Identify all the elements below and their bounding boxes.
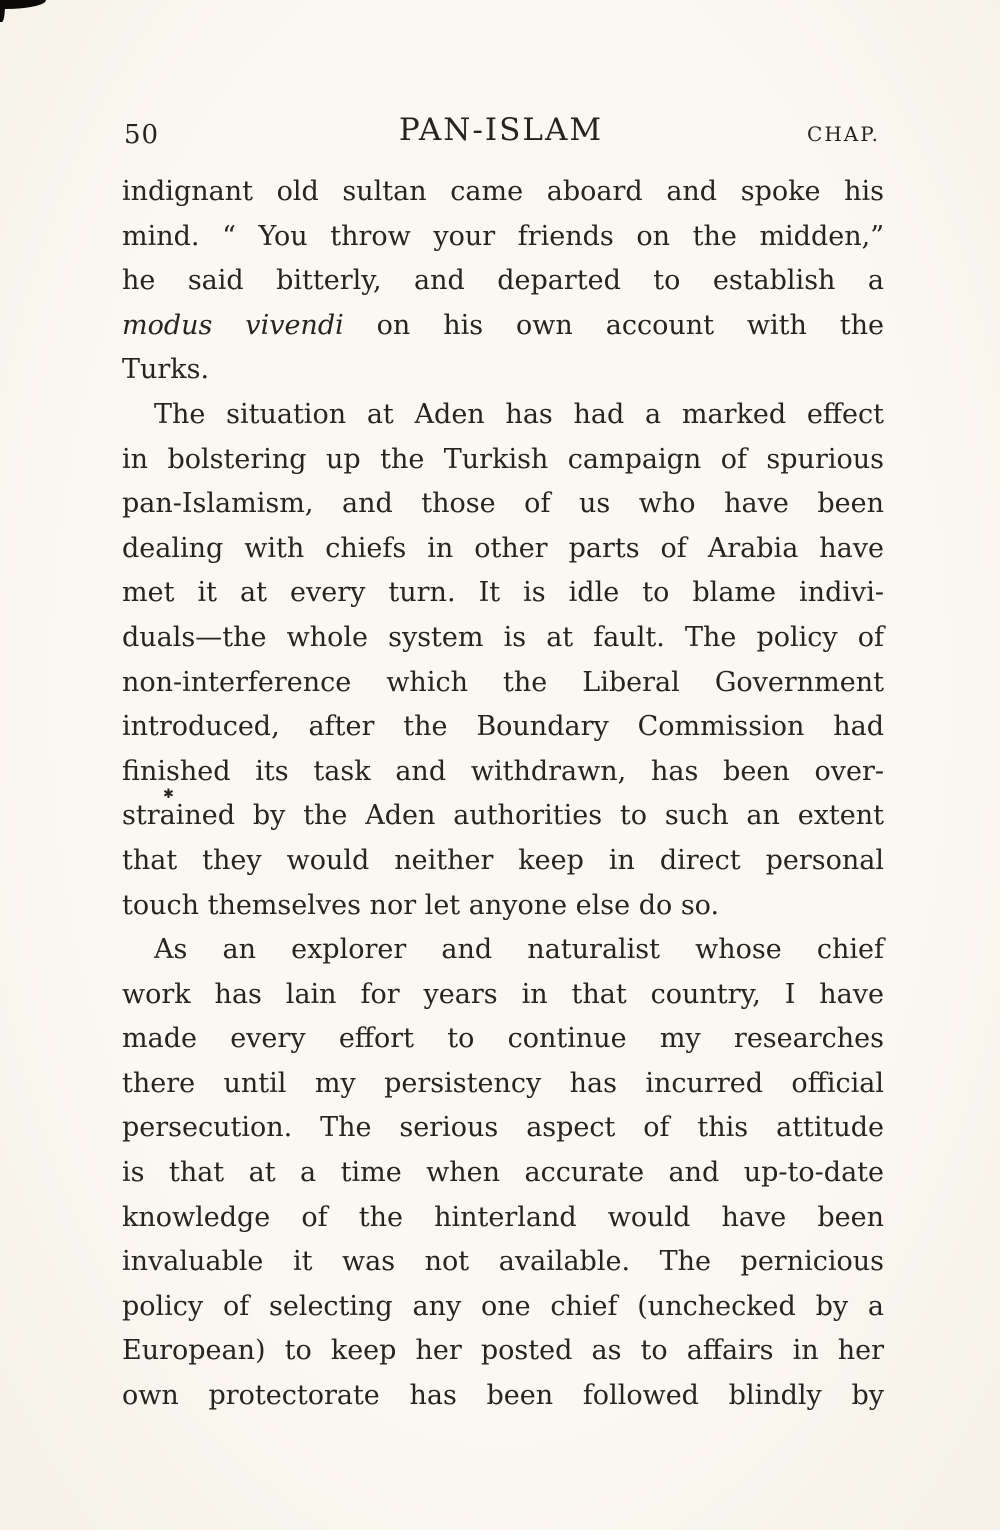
text-segment: Turks. [122,354,210,386]
text-line [122,973,884,1018]
text-segment: policy of selecting any one chief (unchecked by a [122,1290,884,1322]
text-line [122,170,884,215]
text-line [122,215,884,260]
text-body [122,170,884,1419]
text-segment: non-interference which the Liberal Government [122,666,884,698]
text-segment: As an explorer and naturalist whose chief [154,934,884,966]
text-segment: indignant old sultan came aboard and spoke his [122,176,884,207]
text-segment: met it at every turn. It is idle to blame indivi- [122,577,884,609]
text-line [122,839,884,884]
chapter-header: CHAP. [807,122,880,146]
text-segment: modus vivendi [122,309,344,341]
paragraph [122,928,884,1419]
text-segment: dealing with chiefs in other parts of Arabia have [122,532,884,564]
text-segment: on his own account with the [343,309,885,341]
text-segment: European) to keep her posted as to affairs in her [122,1335,884,1367]
text-line [122,1374,884,1419]
text-line [122,1240,884,1285]
text-segment: knowledge of the hinterland would have been [122,1201,884,1233]
text-segment: The situation at Aden has had a marked effect [154,398,884,430]
text-segment: that they would neither keep in direct personal [122,844,884,876]
paragraph [122,393,884,928]
running-title: PAN-ISLAM [398,112,604,148]
text-line [122,1151,884,1196]
text-segment: made every effort to continue my researches [122,1023,884,1055]
text-segment: duals—the whole system is at fault. The policy of [122,621,884,653]
text-line [122,482,884,527]
text-line [122,304,884,349]
text-line [122,1196,884,1241]
text-line [122,1285,884,1330]
text-line [122,259,884,304]
text-line [122,571,884,616]
text-line [122,705,884,750]
text-segment: he said bitterly, and departed to establish a [122,265,884,297]
text-segment: touch themselves nor let anyone else do so. [122,889,720,921]
text-line [122,1017,884,1062]
text-segment: own protectorate has been followed blindly by [122,1380,884,1412]
text-segment: introduced, after the Boundary Commission had [122,711,884,743]
scan-edge-artifact-side [0,0,5,22]
text-segment: mind. “ You throw your friends on the midden,” [122,220,884,252]
text-line [122,884,884,929]
text-segment: strained by the Aden authorities to such an extent [122,800,884,832]
text-segment: persecution. The serious aspect of this attitude [122,1112,884,1144]
text-segment: finished its task and withdrawn, has been over- [122,755,884,787]
text-segment: is that at a time when accurate and up-to-date [122,1157,884,1189]
text-segment: pan-Islamism, and those of us who have been [122,488,884,520]
text-line [122,1106,884,1151]
text-segment: work has lain for years in that country, I have [122,978,884,1010]
text-line [122,794,884,839]
text-line [122,348,884,393]
text-line [122,750,884,795]
text-line [122,661,884,706]
text-segment: there until my persistency has incurred official [122,1067,884,1099]
text-segment: in bolstering up the Turkish campaign of spurious [122,443,884,475]
text-line [122,1329,884,1374]
text-line [122,438,884,483]
text-segment: invaluable it was not available. The pernicious [122,1246,884,1278]
text-line [122,393,884,438]
scan-edge-artifact [0,0,46,9]
text-line [122,527,884,572]
ink-mark-artifact: ✱ [163,787,174,802]
text-line [122,616,884,661]
text-line [122,928,884,973]
text-line [122,1062,884,1107]
page-header [122,112,880,158]
paragraph [122,170,884,393]
page-number: 50 [124,120,160,150]
